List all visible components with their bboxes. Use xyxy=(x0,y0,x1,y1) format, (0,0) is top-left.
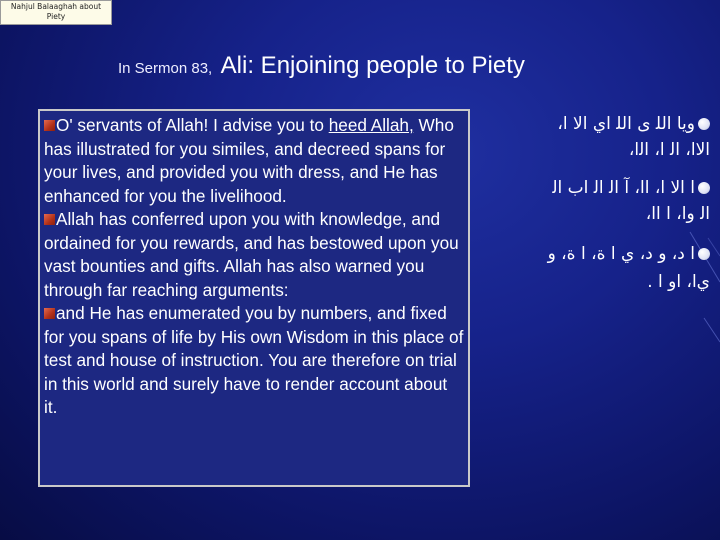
english-text-box xyxy=(38,109,470,487)
presentation-tag-text: Nahjul Balaaghah about Piety xyxy=(10,2,102,21)
arabic-text-column xyxy=(482,112,710,302)
arabic-line-5-text: ﺍ ﺩ، ﻭ ﺩ، ﻱ ﺍ ﺓ، ﺍ ﺓ، ﻭ xyxy=(547,244,695,264)
arabic-line-1-text: ويا ﺍﻟﻠ ﻯ ﺍﻟﻠ ﺍﻱ ﺍﻻ ﺍ، xyxy=(557,114,695,134)
arabic-line-6 xyxy=(647,270,710,294)
arabic-line-3-text: ﺍ ﺍﻻ ﺍ، ﺍﺍ، ﺁ ﺍﻟ ﺍﻟ ﺍﺏ ﺍﻟ xyxy=(552,178,695,198)
arabic-line-3 xyxy=(552,176,710,200)
slide-title-main: Ali: Enjoining people to Piety xyxy=(220,52,525,79)
arabic-line-4-text: ﺍﻟ ﻭﺍ، ﺍ ﺍﺍ، xyxy=(645,204,710,224)
paragraph-1-end: Who has illustrated for you similes, and decreed spans for your lives, and provided you with dress, and He has enhanced for you the livelihood. xyxy=(44,115,454,206)
arabic-line-2-text: ﺍﻻﺍ، ﺍﻟ ﺍ، ﺍﻟﺍ، xyxy=(628,140,710,160)
arabic-line-2 xyxy=(629,138,710,162)
arabic-line-6-text: ﻱﺍ، ﺍﻭ ﺍ . xyxy=(647,272,710,292)
arabic-line-5 xyxy=(548,242,710,266)
arabic-line-4 xyxy=(646,202,710,226)
square-bullet-icon xyxy=(44,120,55,131)
circle-bullet-icon xyxy=(698,118,710,130)
square-bullet-icon xyxy=(44,308,55,319)
square-bullet-icon xyxy=(44,214,55,225)
paragraph-1-start: O' servants of Allah! I advise you to xyxy=(56,115,329,135)
arabic-line-1 xyxy=(557,112,710,136)
paragraph-3 xyxy=(44,302,464,420)
paragraph-3-text: and He has enumerated you by numbers, and fixed for you spans of life by His own Wisdom in this place of test and house of instruction. You are therefore on trial in this world and surely have to render account about it. xyxy=(44,303,464,417)
paragraph-2 xyxy=(44,208,464,302)
slide-title xyxy=(118,52,678,80)
slide-subtitle: In Sermon 83, xyxy=(118,60,213,77)
paragraph-1 xyxy=(44,114,464,208)
paragraph-2-text: Allah has conferred upon you with knowledge, and ordained for you rewards, and has bestowed upon you vast bounties and gifts. Allah has also warned you through far reaching arguments: xyxy=(44,209,459,300)
paragraph-1-underlined: heed Allah, xyxy=(328,115,414,135)
circle-bullet-icon xyxy=(698,248,710,260)
circle-bullet-icon xyxy=(698,182,710,194)
